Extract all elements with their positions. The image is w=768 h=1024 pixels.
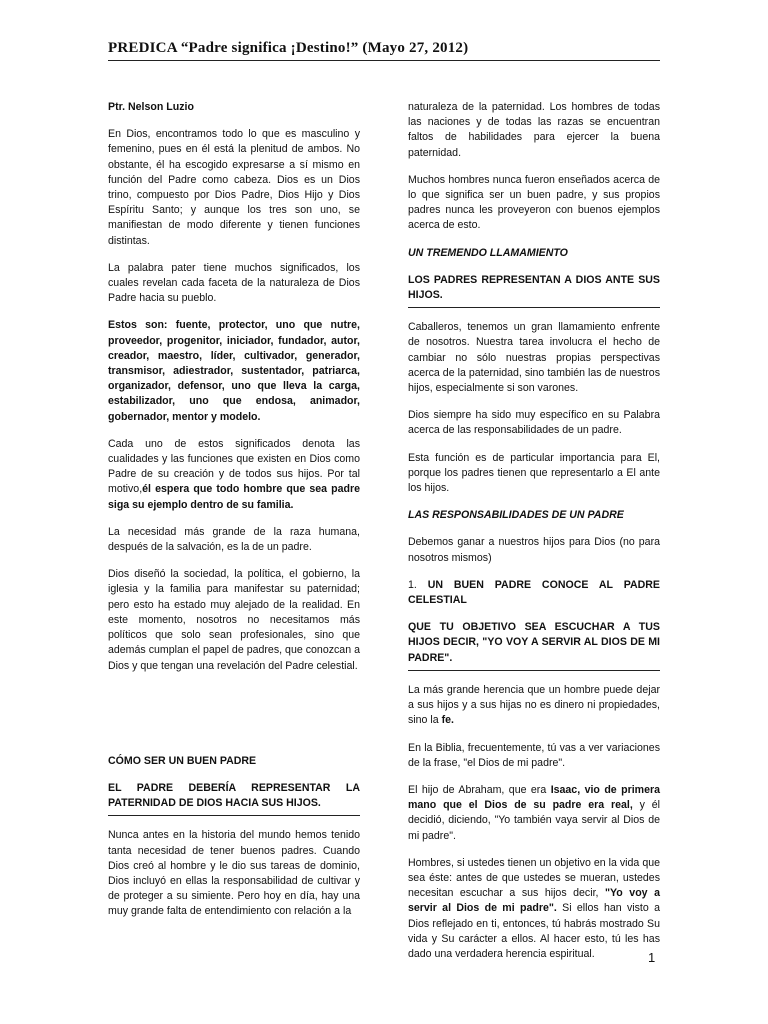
paragraph: naturaleza de la paternidad. Los hombres de todas las naciones y de todas las razas se encuentran faltos de habilidades para ejercer la buena paternidad.: [408, 101, 660, 159]
numbered-heading: [408, 578, 660, 608]
paragraph: [108, 437, 360, 513]
paragraph-bold: Estos son: fuente, protector, uno que nutre, proveedor, progenitor, iniciador, fundador, autor, creador, maestro, líder, cultivador, generador, transmisor, adiestrador, sustentador, patriarca, organizador, defensor, uno que lleva la carga, estabilizador, uno que endosa, animador, gobernador, mentor y modelo.: [108, 319, 360, 423]
paragraph: [408, 683, 660, 729]
spacer: [108, 686, 360, 754]
text-segment: Cada uno de estos significados denota las cualidades y las funciones que existen en Dios como Padre de su creación y de todos sus hijos. Por tal motivo,: [108, 437, 360, 496]
text-segment-bold: él espera que todo hombre que sea padre siga su ejemplo dentro de su familia.: [108, 483, 360, 511]
text-segment: La más grande herencia que un hombre puede dejar a sus hijos y a sus hijas no es dinero ni propiedades, sino la: [408, 683, 660, 727]
author-line: Ptr. Nelson Luzio: [108, 101, 194, 113]
paragraph: [408, 856, 660, 962]
paragraph: Muchos hombres nunca fueron enseñados acerca de lo que significa ser un buen padre, y sus propios padres nunca les proveyeron con buenos ejemplos acerca de esto.: [408, 173, 660, 232]
paragraph: Esta función es de particular importancia para El, porque los padres tienen que representarlo a El ante los hijos.: [408, 451, 660, 495]
paragraph: La necesidad más grande de la raza humana, después de la salvación, es la de un padre.: [108, 525, 360, 554]
text-segment: Si ellos han visto a Dios reflejado en ti, entonces, tú habrás mostrado Su vida y Su carácter a ellos. Al hacer esto, tú les has dado una verdadera herencia espiritual.: [408, 902, 660, 960]
left-column: [108, 100, 360, 932]
document-header: PREDICA “Padre significa ¡Destino!” (Mayo 27, 2012): [108, 40, 660, 61]
text-segment: El hijo de Abraham, que era: [408, 783, 547, 796]
paragraph: Debemos ganar a nuestros hijos para Dios (no para nosotros mismos): [408, 536, 660, 564]
heading-number: 1.: [408, 578, 417, 591]
paragraph: Dios diseñó la sociedad, la política, el gobierno, la iglesia y la familia para manifestar su paternidad; pero esto ha estado muy alejado de la realidad. En este momento, nosotros no necesitamos más políticos que solo sean profesionales, sino que además cumplan el papel de padres, que conozcan a Dios y que tengan una revelación del Padre celestial.: [108, 568, 360, 672]
text-segment-bold: "Yo voy a servir al Dios de mi padre".: [408, 887, 660, 915]
paragraph: Nunca antes en la historia del mundo hemos tenido tanta necesidad de tener buenos padres. Cuando Dios creó al hombre y le dio sus tareas de dominio, Dios incluyó en ellas la responsabilidad de cultivar y de proteger a su simiente. Pero hoy en día, hay una muy grande falta de entendimiento con relación a la: [108, 829, 360, 918]
paragraph: Caballeros, tenemos un gran llamamiento enfrente de nosotros. Nuestra tarea involucra el hecho de cambiar no sólo nuestras propias perspectivas acerca de la paternidad, sino también las de nuestros hijos, especialmente si son varones.: [408, 321, 660, 395]
subsection-heading: EL PADRE DEBERÍA REPRESENTAR LA PATERNIDAD DE DIOS HACIA SUS HIJOS.: [108, 781, 360, 816]
paragraph: [408, 783, 660, 844]
paragraph: En la Biblia, frecuentemente, tú vas a ver variaciones de la frase, "el Dios de mi padre".: [408, 741, 660, 769]
paragraph: En Dios, encontramos todo lo que es masculino y femenino, pues en él está la plenitud de ambos. No obstante, él ha escogido expresarse a sí mismo en función del Padre como cabeza. Dios es un Dios trino, compuesto por Dios Padre, Dios Hijo y Dios Espíritu Santo; y aunque los tres son uno, se manifiestan de modo diferente y tienen funciones distintas.: [108, 128, 360, 247]
paragraph: Dios siempre ha sido muy específico en su Palabra acerca de las responsabilidades de un padre.: [408, 409, 660, 437]
text-segment-bold: Isaac, vio de primera mano que el Dios de su padre era real,: [408, 783, 660, 812]
page-number: 1: [648, 950, 656, 965]
text-segment-bold: fe.: [441, 714, 454, 727]
text-segment: y él decidió, diciendo, "Yo también vaya servir al Dios de mi padre".: [408, 799, 660, 842]
section-heading: CÓMO SER UN BUEN PADRE: [108, 754, 257, 767]
section-heading: LAS RESPONSABILIDADES DE UN PADRE: [408, 509, 624, 522]
heading-text: UN BUEN PADRE CONOCE AL PADRE CELESTIAL: [408, 578, 660, 607]
paragraph: La palabra pater tiene muchos significados, los cuales revelan cada faceta de la naturaleza de Dios Padre hacia su pueblo.: [108, 261, 360, 305]
section-heading: UN TREMENDO LLAMAMIENTO: [408, 246, 568, 259]
text-segment: Hombres, si ustedes tienen un objetivo en la vida que sea éste: antes de que ustedes se mueran, ustedes necesitan escuchar a sus hijos decir,: [408, 856, 660, 900]
right-column: [408, 100, 660, 974]
subsection-heading: LOS PADRES REPRESENTAN A DIOS ANTE SUS HIJOS.: [408, 273, 660, 308]
subsection-heading: QUE TU OBJETIVO SEA ESCUCHAR A TUS HIJOS DECIR, "YO VOY A SERVIR AL DIOS DE MI PADRE".: [408, 620, 660, 671]
